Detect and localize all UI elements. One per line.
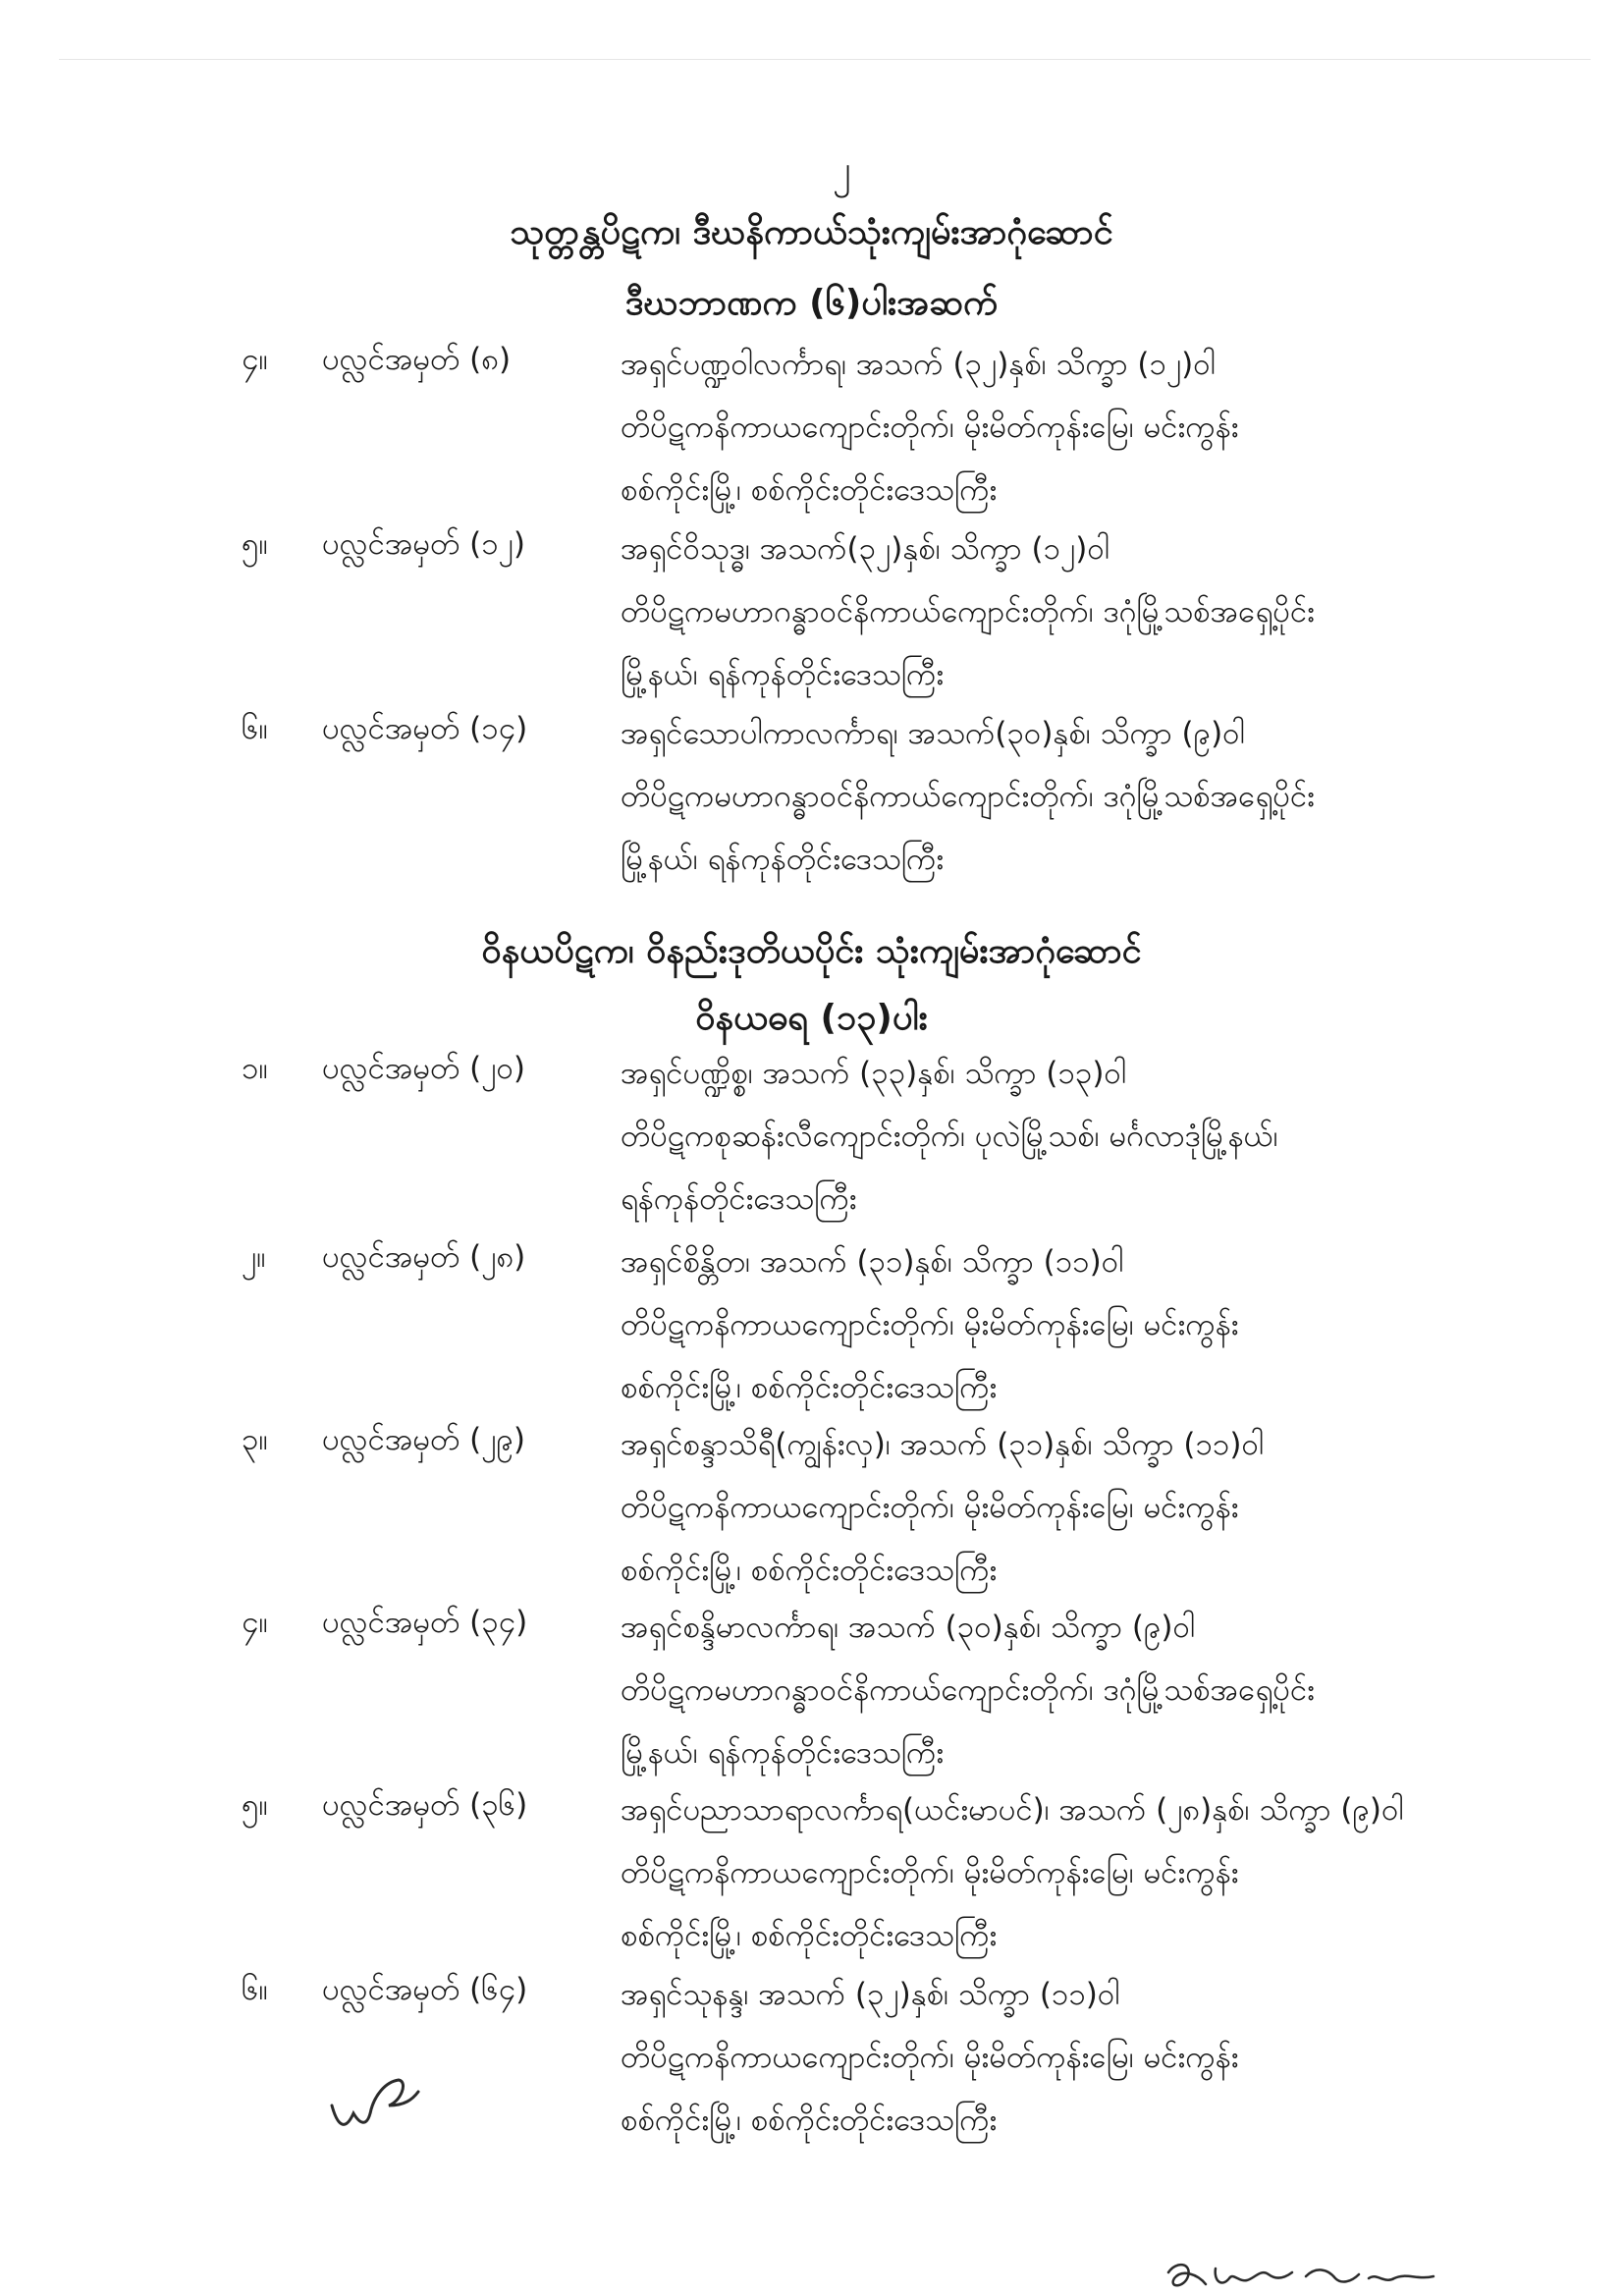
entry-line: တိပိဋကနိကာယကျောင်းတိုက်၊ မိုးမိတ်ကုန်းမြေ၊ မင်းကွန်း <box>621 1855 1239 1890</box>
section1-subheading: ဒီဃဘာဏက (၆)ပါးအဆက် <box>624 283 999 323</box>
entry-details <box>621 524 1465 713</box>
entry-line: တိပိဋကမဟာဂန္ဓာဝင်နိကာယ်ကျောင်းတိုက်၊ ဒဂုံမြို့သစ်အရှေ့ပိုင်း <box>621 779 1316 814</box>
entry-label: ပလ္လင်အမှတ် (၆၄) <box>322 1972 528 2007</box>
entry-label: ပလ္လင်အမှတ် (၃၄) <box>322 1605 528 1640</box>
entry-label: ပလ္လင်အမှတ် (၁၂) <box>322 526 525 562</box>
entry-line: စစ်ကိုင်းမြို့၊ စစ်ကိုင်းတိုင်းဒေသကြီး <box>621 472 998 508</box>
entry-line: တိပိဋကမဟာဂန္ဓာဝင်နိကာယ်ကျောင်းတိုက်၊ ဒဂုံမြို့သစ်အရှေ့ပိုင်း <box>621 1672 1316 1708</box>
section1-heading: သုတ္တန္တပိဋက၊ ဒီဃနိကာယ်သုံးကျမ်းအာဂုံဆောင် <box>510 212 1113 252</box>
entry-details <box>621 340 1465 528</box>
entry-line: အရှင်စန္ဒာသိရီ(ကျွန်းလှ)၊ အသက် (၃၁)နှစ်၊ သိက္ခာ (၁၁)ဝါ <box>621 1427 1265 1462</box>
entry-details <box>621 1420 1465 1609</box>
section2-subheading: ဝိနယဓရ (၁၃)ပါး <box>695 998 928 1038</box>
entry-line: အရှင်သုနန္ဒ၊ အသက် (၃၂)နှစ်၊ သိက္ခာ (၁၁)ဝါ <box>621 1977 1120 2012</box>
entry-label: ပလ္လင်အမှတ် (၁၄) <box>322 711 528 746</box>
entry-number: ၃။ <box>242 1422 268 1457</box>
entry-line: အရှင်သောပါကာလင်္ကာရ၊ အသက်(၃၀)နှစ်၊ သိက္ခာ (၉)ဝါ <box>621 716 1245 751</box>
entry-number: ၅။ <box>242 1787 268 1823</box>
entry-line: ရန်ကုန်တိုင်းဒေသကြီး <box>621 1181 857 1217</box>
entry-details <box>621 709 1465 898</box>
entry-details <box>621 1049 1465 1237</box>
entry-number: ၆။ <box>242 1972 268 2007</box>
section2-heading: ဝိနယပိဋက၊ ဝိနည်းဒုတိယပိုင်း သုံးကျမ်းအာဂုံဆောင် <box>481 931 1142 971</box>
entry-line: စစ်ကိုင်းမြို့၊ စစ်ကိုင်းတိုင်းဒေသကြီး <box>621 1553 998 1588</box>
entry-number: ၄။ <box>242 1605 268 1640</box>
entry-line: မြို့နယ်၊ ရန်ကုန်တိုင်းဒေသကြီး <box>621 657 945 692</box>
entry-line: စစ်ကိုင်းမြို့၊ စစ်ကိုင်းတိုင်းဒေသကြီး <box>621 1918 998 1953</box>
entry-details <box>621 1970 1465 2159</box>
entry-line: တိပိဋကနိကာယကျောင်းတိုက်၊ မိုးမိတ်ကုန်းမြေ၊ မင်းကွန်း <box>621 2040 1239 2075</box>
entry-line: အရှင်ပဏ္ဍိစ္စ၊ အသက် (၃၃)နှစ်၊ သိက္ခာ (၁၃)ဝါ <box>621 1056 1127 1091</box>
scan-edge-line <box>59 59 1591 60</box>
handwritten-signature <box>1159 2259 1473 2296</box>
entry-label: ပလ္လင်အမှတ် (၂၈) <box>322 1239 526 1275</box>
page-number: ၂ <box>833 147 851 191</box>
entry-details <box>621 1603 1465 1791</box>
entry-number: ၆။ <box>242 711 268 746</box>
entry-details <box>621 1785 1465 1974</box>
entry-line: အရှင်စန္ဒိမာလင်္ကာရ၊ အသက် (၃၀)နှစ်၊ သိက္ခာ (၉)ဝါ <box>621 1610 1196 1645</box>
entry-line: တိပိဋကစုဆန်းလီကျောင်းတိုက်၊ ပုလဲမြို့သစ်၊ မင်္ဂလာဒုံမြို့နယ်၊ <box>621 1119 1278 1154</box>
entry-line: အရှင်ဝိသုဒ္ဓ၊ အသက်(၃၂)နှစ်၊ သိက္ခာ (၁၂)ဝါ <box>621 531 1110 567</box>
entry-label: ပလ္လင်အမှတ် (၈) <box>322 342 512 377</box>
entry-line: မြို့နယ်၊ ရန်ကုန်တိုင်းဒေသကြီး <box>621 1735 945 1771</box>
entry-line: တိပိဋကနိကာယကျောင်းတိုက်၊ မိုးမိတ်ကုန်းမြေ၊ မင်းကွန်း <box>621 1307 1239 1342</box>
entry-number: ၂။ <box>242 1239 266 1275</box>
entry-number: ၄။ <box>242 342 268 377</box>
entry-label: ပလ္လင်အမှတ် (၂၀) <box>322 1051 525 1086</box>
entry-line: စစ်ကိုင်းမြို့၊ စစ်ကိုင်းတိုင်းဒေသကြီး <box>621 2103 998 2138</box>
entry-line: တိပိဋကနိကာယကျောင်းတိုက်၊ မိုးမိတ်ကုန်းမြေ၊ မင်းကွန်း <box>621 410 1239 445</box>
entry-line: တိပိဋကနိကာယကျောင်းတိုက်၊ မိုးမိတ်ကုန်းမြေ၊ မင်းကွန်း <box>621 1490 1239 1525</box>
entry-line: အရှင်ပညာသာရာလင်္ကာရ(ယင်းမာပင်)၊ အသက် (၂၈)နှစ်၊ သိက္ခာ (၉)ဝါ <box>621 1792 1404 1828</box>
entry-number: ၁။ <box>242 1051 268 1086</box>
entry-label: ပလ္လင်အမှတ် (၃၆) <box>322 1787 528 1823</box>
entry-line: မြို့နယ်၊ ရန်ကုန်တိုင်းဒေသကြီး <box>621 842 945 877</box>
entry-line: အရှင်ပဏ္ဍဝါလင်္ကာရ၊ အသက် (၃၂)နှစ်၊ သိက္ခာ (၁၂)ဝါ <box>621 347 1217 382</box>
entry-line: တိပိဋကမဟာဂန္ဓာဝင်နိကာယ်ကျောင်းတိုက်၊ ဒဂုံမြို့သစ်အရှေ့ပိုင်း <box>621 594 1316 629</box>
entry-number: ၅။ <box>242 526 268 562</box>
entry-line: စစ်ကိုင်းမြို့၊ စစ်ကိုင်းတိုင်းဒေသကြီး <box>621 1370 998 1405</box>
entry-details <box>621 1237 1465 1426</box>
entry-line: အရှင်စိန္တိတ၊ အသက် (၃၁)နှစ်၊ သိက္ခာ (၁၁)ဝါ <box>621 1244 1124 1280</box>
entry-label: ပလ္လင်အမှတ် (၂၉) <box>322 1422 525 1457</box>
handwritten-initial <box>324 2066 442 2145</box>
